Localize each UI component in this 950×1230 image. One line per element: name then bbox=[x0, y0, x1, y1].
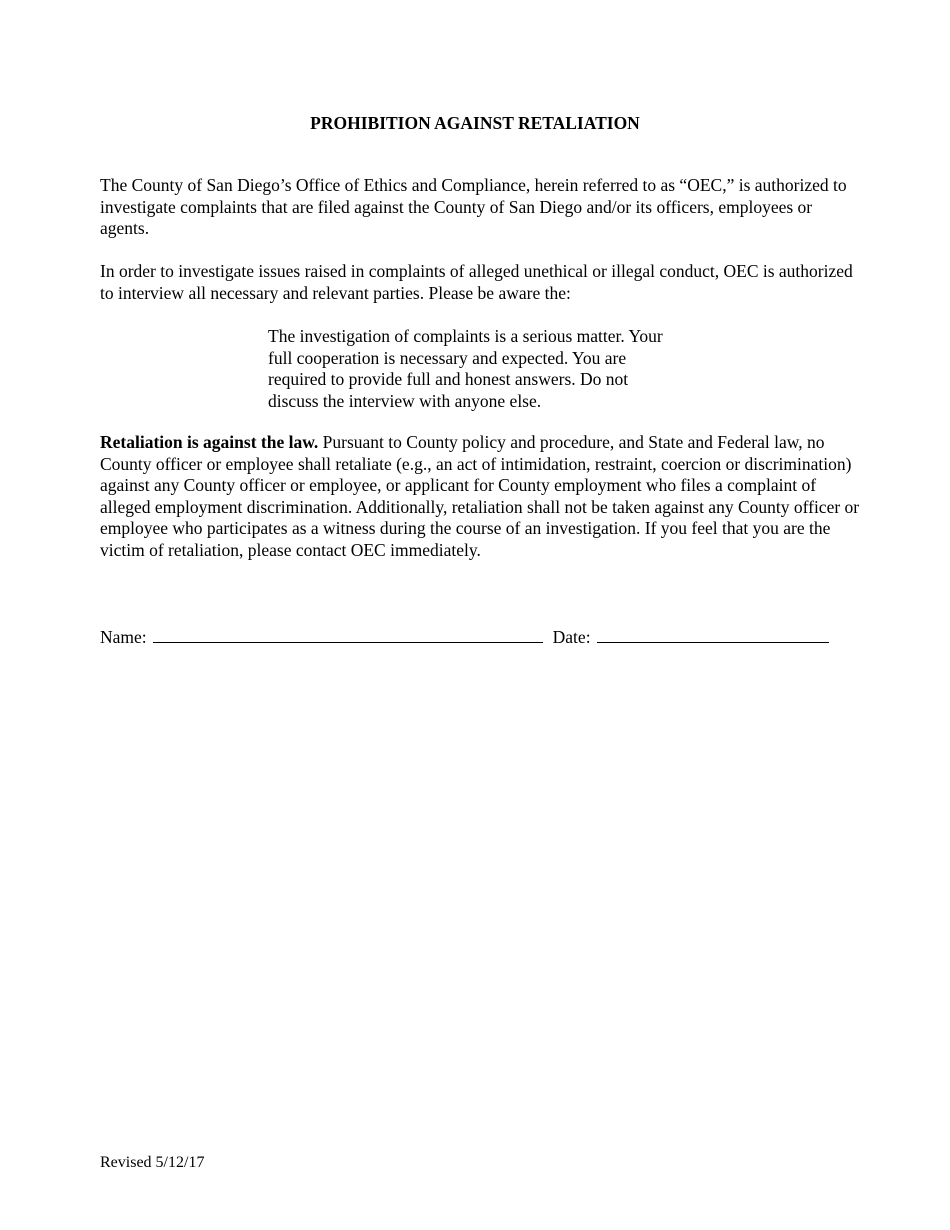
notice-line: discuss the interview with anyone else. bbox=[268, 390, 542, 411]
document-title: PROHIBITION AGAINST RETALIATION bbox=[310, 113, 640, 133]
retaliation-paragraph bbox=[100, 432, 870, 561]
date-field[interactable] bbox=[597, 626, 829, 643]
intro-paragraph: The County of San Diego’s Office of Ethics and Compliance, herein referred to as “OEC,” is authorized to investigate complaints that are filed against the County of San Diego and/or its officers, employees or agents. bbox=[100, 175, 847, 238]
investigation-paragraph: In order to investigate issues raised in complaints of alleged unethical or illegal conduct, OEC is authorized to interview all necessary and relevant parties. Please be aware the: bbox=[100, 261, 853, 303]
name-field[interactable] bbox=[153, 626, 543, 643]
name-label: Name: bbox=[100, 627, 147, 647]
notice-line: full cooperation is necessary and expected. You are bbox=[268, 347, 627, 368]
signature-line bbox=[100, 626, 829, 648]
notice-block bbox=[268, 326, 718, 412]
date-label: Date: bbox=[552, 627, 591, 647]
notice-line: The investigation of complaints is a serious matter. Your bbox=[268, 326, 663, 346]
retaliation-body: Pursuant to County policy and procedure, and State and Federal law, no County officer or employee shall retaliate (e.g., an act of intimidation, restraint, coercion or discrimination) against any County officer or employee, or applicant for County employment who files a complaint of alleged employment discrimination. Additionally, retaliation shall not be taken against any County officer or employee who participates as a witness during the course of an investigation. If you feel that you are the victim of retaliation, please contact OEC immediately. bbox=[100, 432, 860, 560]
notice-line: required to provide full and honest answers. Do not bbox=[268, 369, 629, 389]
revision-footer: Revised 5/12/17 bbox=[100, 1154, 205, 1171]
retaliation-lead: Retaliation is against the law. bbox=[100, 432, 319, 452]
